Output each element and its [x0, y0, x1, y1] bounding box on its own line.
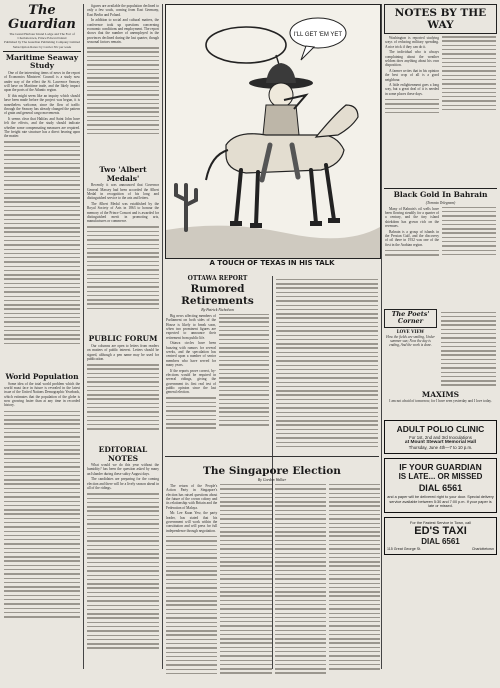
editorial-cartoon [165, 4, 381, 259]
column-divider [381, 4, 382, 669]
ad-guardian-title: IF YOUR GUARDIAN [399, 462, 482, 473]
article-paragraph: Our columns are open to letters from readers on matters of public interest. Letters should be signed, although a pen name may be used for publication. [87, 343, 159, 361]
article-paragraph: Bahrain is a group of islands in the Persian Gulf, and the discovery of oil there in 1932 was one of the first in the Arabian region. [385, 229, 439, 247]
ad-eds-taxi [384, 517, 497, 555]
article-paragraph: Mr. Lee Kuan Yew, the party leader, has stated that his government will work within the constitution and will press for full independence through negotiation. [166, 511, 218, 533]
poem-text: How the fields are smiling, Under summer sun; Now the day is ending, And the work is done. [386, 334, 435, 348]
article-paragraph: The return of the People's Action Party in Singapore's election has raised questions about the future of the crown colony and its relationship with Britain and the Federation of Malaya. [166, 484, 218, 510]
column-divider [162, 4, 163, 669]
ad-polio-line: For 1st, 2nd and 3rd Inoculations [409, 435, 472, 441]
ad-taxi-address: 115 Great George St. [387, 546, 422, 551]
article-paragraph: If this might seem like an inquiry which should have been made before the project was begun, it is nonetheless welcome, since the flow of traffic through the Seaway has already changed the pattern of grain and general cargo movements. [4, 93, 80, 116]
headline-seaway: Maritime Seaway Study [5, 52, 79, 71]
masthead-subtitle: The Grand Harbour Island Lodge and The Fort of Charlottetown, Prince Edward Island [9, 32, 75, 41]
headline-public-forum: PUBLIC FORUM [88, 334, 158, 344]
article-paragraph: A farmer writes that in his opinion the best crop of all is a good neighbour. [385, 68, 439, 82]
byline: (Toronto Telegram) [425, 200, 456, 205]
article-paragraph: If the reports prove correct, by-elections would be required in several ridings, giving the government its first real test of public opinion since the last general election. [166, 368, 216, 395]
cowboy-cartoon-illustration [166, 5, 380, 258]
article-paragraph: figures are available the population declined to only a few souls, coming from East Germany, East Berlin and Poland. [87, 4, 159, 17]
article-paragraph: The individual who is always complaining about the weather seldom does anything about his own disposition. [385, 50, 439, 68]
ad-taxi-tagline: For the Fastest Service in Town, call [410, 520, 471, 525]
ad-taxi-name: ED'S TAXI [414, 524, 467, 537]
ad-polio-location: at Mount Stewart Memorial Hall [404, 440, 477, 446]
cartoon-speech-text: I'LL GET 'EM YET [293, 32, 343, 38]
ad-polio-title: ADULT POLIO CLINIC [396, 424, 485, 435]
column-notes [384, 4, 497, 555]
article-paragraph: In addition to social and cultural matters, the conference took up questions concerning economic conditions and employment. The report shows that the number of unemployed in the provinces declined during the last quarter, though seasonal factors remain. [87, 18, 159, 44]
ad-guardian-late [384, 458, 497, 513]
masthead-publisher: Published by The Guardian Publishing Company Limited [4, 40, 80, 45]
masthead-rates: Subscription Rates: by Carrier 30c per week [12, 44, 72, 49]
article-paragraph: The Albert Medal was established by the Royal Society of Arts in 1863 to honour the memory of the Prince Consort and is awarded for distinguished merit in promoting arts, manufactures or commerce. [87, 201, 159, 224]
maxims-text: I am not afraid of tomorrow, for I have seen yesterday and I love today. [389, 399, 492, 404]
ad-guardian-body: and a paper will be delivered right to your door. Special delivery service available between 5:30 and 7:00 p.m. If your paper is late or missed. [387, 495, 494, 509]
ad-guardian-phone: DIAL 6561 [418, 483, 463, 494]
headline-editorial-notes: EDITORIAL NOTES [98, 444, 148, 463]
article-paragraph: What would we do this year without the humidity? has been the question asked by many an Islander during these sultry August days. [87, 463, 159, 476]
headline-notes-by-the-way: NOTES BY THE WAY [394, 7, 487, 32]
article-paragraph: Some idea of the total world problem which the world must face in future is revealed in the latest issue of the United Nations Demographic Yearbook, which estimates that the population of the globe is now growing faster than at any time in recorded history. [4, 381, 80, 408]
article-paragraph: Big news affecting members of Parliament on both sides of the House is likely to break soon, when two prominent figures are expected to announce their retirement from public life. [166, 314, 216, 340]
kicker-ottawa-report: OTTAWA REPORT [187, 275, 248, 282]
byline: By Patrick Nicholson [201, 308, 234, 313]
ad-polio-date: Thursday, June 4th—7 to 10 p.m. [408, 445, 473, 451]
article-paragraph: One of the interesting items of news in the report of Economics Ministers' Council is a study now under way of the effect the St. Lawrence Seaway will have on Maritime trade, and the likely impact upon the ports of the Atlantic region. [4, 71, 80, 93]
poets-corner-title: The Poets' Corner [384, 309, 437, 328]
headline-world-population: World Population [5, 372, 79, 382]
column-editorial [3, 4, 81, 640]
column-two [86, 4, 160, 688]
masthead-title: The Guardian [8, 3, 76, 32]
headline-black-gold: Black Gold In Bahrain [393, 190, 488, 200]
ad-taxi-phone: DIAL 6561 [421, 536, 460, 546]
headline-rumored-retirements: Rumored Retirements [181, 282, 254, 307]
article-paragraph: Ottawa circles have been buzzing with rumors for several weeks, and the speculation has centred upon a number of senior members who have served for many years. [166, 341, 216, 367]
article-paragraph: Many of Bahrain's oil wells have been flowing steadily for a quarter of a century, and the tiny island shiekdom has grown rich on the revenues. [385, 206, 439, 229]
column-divider [83, 4, 84, 669]
article-paragraph: It seems clear that Halifax and Saint John have felt the effects, and the study should indicate whether some compensating measures are required. The freight rate structure has a direct bearing upon the matter. [4, 116, 80, 139]
ad-polio-clinic [384, 420, 497, 454]
article-paragraph: The candidates are preparing for the coming election and there will be a lively season ahead in all of the ridings. [87, 477, 159, 491]
poem-title: LOVE VIEW [396, 328, 425, 334]
article-paragraph: Washington is reported studying ways of reducing military spending. A nice trick if they can do it. [385, 36, 439, 49]
ad-guardian-subtitle: IS LATE... OR MISSED [398, 472, 483, 482]
headline-maxims: MAXIMS [421, 389, 460, 399]
article-paragraph: Recently it was announced that Governor General Massey had been accorded the Albert Medal in recognition of his long and distinguished service to the arts and letters. [87, 183, 159, 201]
column-ottawa-continued [275, 276, 379, 456]
headline-singapore-election: The Singapore Election [203, 465, 341, 478]
byline: By Gordon Walker [257, 478, 287, 483]
column-ottawa-report [165, 275, 341, 684]
headline-albert-medals: Two 'Albert Medals' [99, 165, 147, 183]
cartoon-caption: A TOUCH OF TEXAS IN HIS TALK [209, 259, 335, 267]
ad-taxi-city: Charlottetown [471, 546, 494, 551]
article-paragraph: A little enlightenment goes a long way, but a great deal of it is needed in some places these days. [385, 83, 439, 96]
